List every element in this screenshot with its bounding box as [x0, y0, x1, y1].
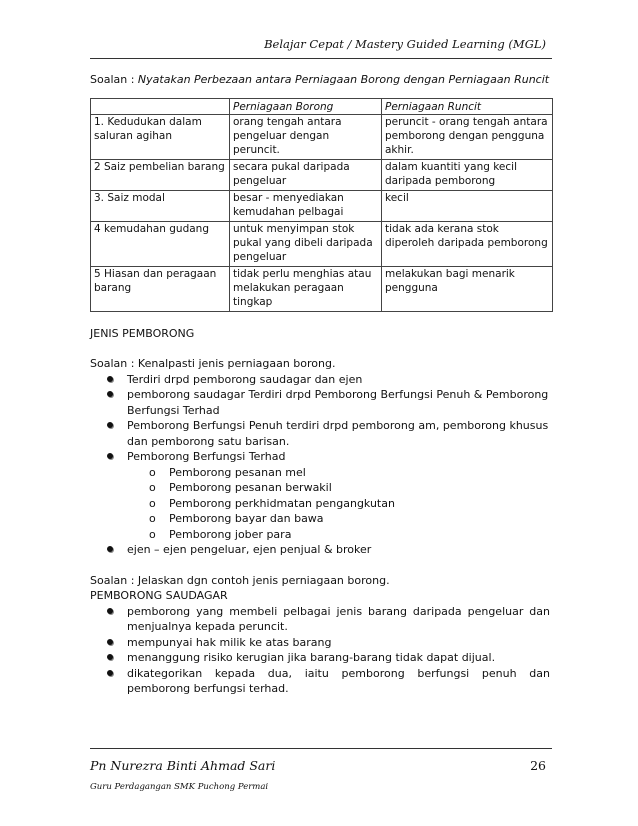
table-cell: orang tengah antara pengeluar dengan peruncit. [230, 114, 382, 159]
question-3 [90, 573, 550, 589]
list-item: ejen – ejen pengeluar, ejen penjual & broker [127, 542, 550, 558]
bullet-icon [107, 670, 113, 676]
page-header-title: Belajar Cepat / Mastery Guided Learning (MGL) [264, 37, 546, 51]
bullet-icon [107, 422, 113, 428]
sub-list-item: o Pemborong jober para [149, 527, 292, 541]
sub-list-item: o Pemborong pesanan berwakil [149, 481, 332, 494]
list-item: mempunyai hak milik ke atas barang [127, 635, 550, 651]
table-header-cell [91, 98, 230, 114]
table-header-row [91, 98, 553, 114]
footer-author: Pn Nurezra Binti Ahmad Sari [90, 758, 276, 773]
section-heading: PEMBORONG SAUDAGAR [90, 589, 228, 602]
table-header-cell: Perniagaan Runcit [382, 98, 553, 114]
question-text: Kenalpasti jenis perniagaan borong. [137, 357, 336, 370]
list-item: dikategorikan kepada dua, iaitu pemborong berfungsi penuh dan pemborong berfungsi terhad. [127, 666, 550, 697]
table-cell: melakukan bagi menarik pengguna [382, 266, 553, 311]
table-cell: secara pukal daripada pengeluar [230, 159, 382, 190]
footer-divider [90, 748, 552, 749]
question-label: Soalan : [90, 573, 138, 587]
table-row [91, 114, 553, 159]
bullet-icon [107, 546, 113, 552]
table-cell: tidak ada kerana stok diperoleh daripada pemborong [382, 221, 553, 266]
sub-list-item: o Pemborong perkhidmatan pengangkutan [149, 496, 395, 510]
table-cell: 1. Kedudukan dalam saluran agihan [91, 114, 230, 159]
list-item: menanggung risiko kerugian jika barang-barang tidak dapat dijual. [127, 650, 550, 666]
bullet-icon [107, 639, 113, 645]
bullet-list [90, 604, 550, 697]
table-cell: untuk menyimpan stok pukal yang dibeli daripada pengeluar [230, 221, 382, 266]
circle-bullet-icon: o [149, 496, 156, 510]
table-row [91, 221, 553, 266]
question-text: Nyatakan Perbezaan antara Perniagaan Borong dengan Perniagaan Runcit [137, 73, 550, 86]
sub-list-item: o Pemborong pesanan mel [149, 465, 306, 479]
circle-bullet-icon: o [149, 512, 156, 525]
table-cell: 4 kemudahan gudang [91, 221, 230, 266]
footer-subtitle: Guru Perdagangan SMK Puchong Permai [90, 782, 269, 792]
circle-bullet-icon: o [149, 527, 156, 541]
table-cell: dalam kuantiti yang kecil daripada pemborong [382, 159, 553, 190]
bullet-icon [107, 376, 113, 382]
circle-bullet-icon: o [149, 465, 156, 479]
question-2 [90, 356, 550, 372]
table-row [91, 266, 553, 311]
document-body [90, 72, 550, 697]
bullet-icon [107, 453, 113, 459]
table-cell: kecil [382, 190, 553, 221]
sub-list [127, 465, 550, 543]
comparison-table [90, 98, 553, 312]
question-label: Soalan : [90, 357, 138, 370]
list-item: Pemborong Berfungsi Terhad o Pemborong pesanan mel o Pemborong pesanan berwakil o Pemborong perkhidmatan pengangkutan o Pemborong bayar dan bawa o Pemborong jober para [127, 449, 550, 542]
table-header-cell: Perniagaan Borong [230, 98, 382, 114]
table-row [91, 190, 553, 221]
table-cell: 2 Saiz pembelian barang [91, 159, 230, 190]
table-cell: peruncit - orang tengah antara pemborong dengan pengguna akhir. [382, 114, 553, 159]
list-item: Pemborong Berfungsi Penuh terdiri drpd pemborong am, pemborong khusus dan pemborong satu barisan. [127, 418, 550, 449]
page-number: 26 [530, 758, 546, 773]
bullet-list [90, 372, 550, 558]
table-cell: besar - menyediakan kemudahan pelbagai [230, 190, 382, 221]
list-item: pemborong yang membeli pelbagai jenis barang daripada pengeluar dan menjualnya kepada peruncit. [127, 604, 550, 635]
question-label: Soalan : [90, 73, 138, 86]
sub-list-item: o Pemborong bayar dan bawa [149, 512, 324, 525]
table-cell: 3. Saiz modal [91, 190, 230, 221]
list-item: Terdiri drpd pemborong saudagar dan ejen [127, 372, 550, 388]
header-divider [90, 58, 552, 59]
question-1 [90, 72, 550, 88]
question-text: Jelaskan dgn contoh jenis perniagaan borong. [137, 573, 390, 587]
table-cell: tidak perlu menghias atau melakukan peragaan tingkap [230, 266, 382, 311]
bullet-icon [107, 608, 113, 614]
bullet-icon [107, 654, 113, 660]
list-item: pemborong saudagar Terdiri drpd Pemborong Berfungsi Penuh & Pemborong Berfungsi Terhad [127, 387, 550, 418]
circle-bullet-icon: o [149, 481, 156, 494]
table-cell: 5 Hiasan dan peragaan barang [91, 266, 230, 311]
section-heading: JENIS PEMBORONG [90, 326, 195, 340]
bullet-icon [107, 391, 113, 397]
table-row [91, 159, 553, 190]
